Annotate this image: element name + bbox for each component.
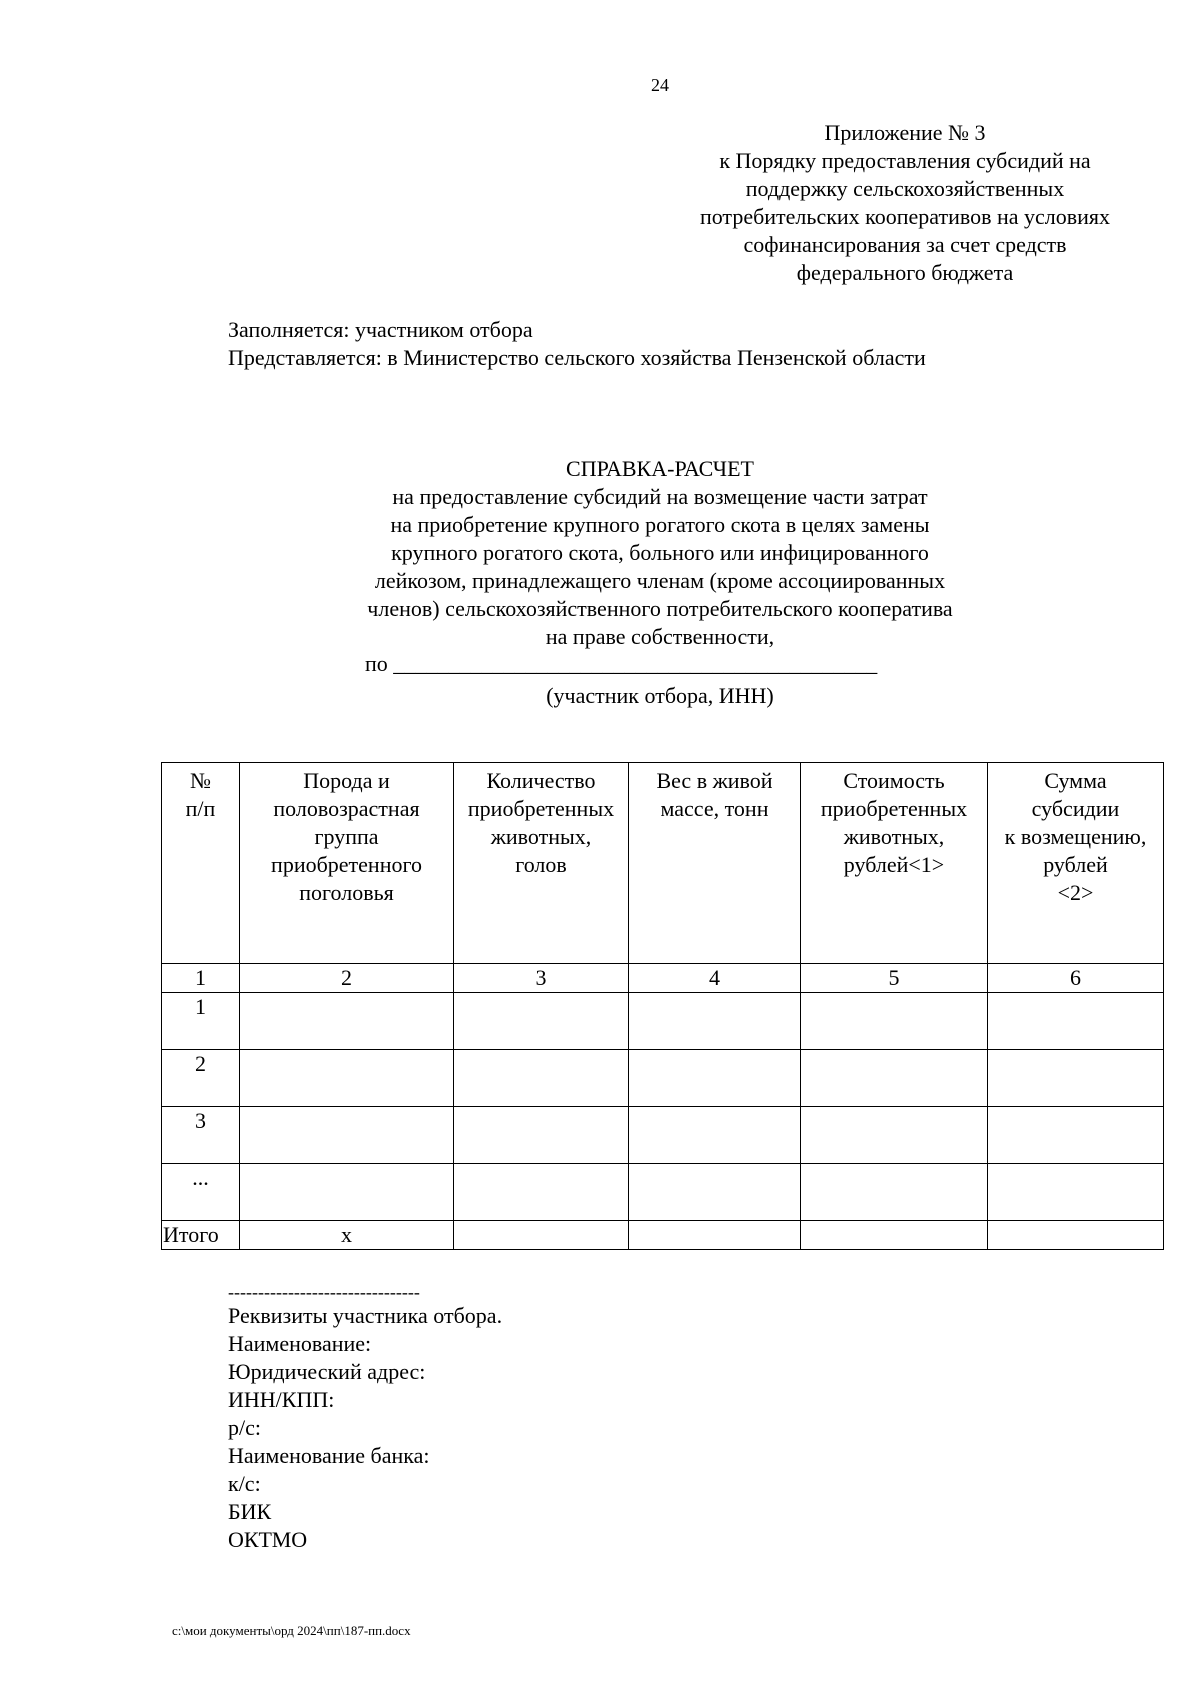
column-number: 3 — [454, 964, 629, 993]
header-cell-subsidy: Сумма субсидии к возмещению, рублей <2> — [988, 763, 1164, 964]
table-cell — [454, 1164, 629, 1221]
appendix-block — [660, 119, 1150, 287]
column-number: 6 — [988, 964, 1164, 993]
table-cell — [454, 1107, 629, 1164]
table-row — [162, 993, 1164, 1050]
table-cell — [629, 1164, 801, 1221]
submission-info — [228, 316, 926, 372]
table-cell — [629, 1221, 801, 1250]
table-cell: 3 — [162, 1107, 240, 1164]
appendix-line: софинансирования за счет средств — [743, 232, 1067, 257]
header-cell-cost: Стоимость приобретенных животных, рублей<1> — [801, 763, 988, 964]
page-number: 24 — [651, 75, 669, 95]
table-cell — [801, 1050, 988, 1107]
appendix-line: потребительских кооперативов на условиях — [699, 204, 1111, 229]
table-cell — [240, 1050, 454, 1107]
table-cell: 1 — [162, 993, 240, 1050]
table-cell — [629, 1050, 801, 1107]
requisite-line: р/с: — [228, 1415, 261, 1440]
filled-by-line: Заполняется: участником отбора — [228, 317, 533, 342]
column-number: 4 — [629, 964, 801, 993]
header-cell-number: № п/п — [162, 763, 240, 964]
header-cell-weight: Вес в живой массе, тонн — [629, 763, 801, 964]
table-cell — [988, 993, 1164, 1050]
table-cell — [801, 1221, 988, 1250]
requisites-block — [228, 1282, 502, 1554]
column-number: 1 — [162, 964, 240, 993]
table-row — [162, 1164, 1164, 1221]
table-cell — [454, 1221, 629, 1250]
table-cell — [240, 993, 454, 1050]
table-cell — [240, 1164, 454, 1221]
table-cell — [988, 1164, 1164, 1221]
title-line: на приобретение крупного рогатого скота в целях замены — [390, 512, 930, 537]
header-cell-breed: Порода и половозрастная группа приобретенного поголовья — [240, 763, 454, 964]
requisite-line: Наименование банка: — [228, 1443, 430, 1468]
table-cell — [988, 1107, 1164, 1164]
requisite-line: ИНН/КПП: — [228, 1387, 335, 1412]
title-line: на предоставление субсидий на возмещение части затрат — [392, 484, 928, 509]
requisite-line: Юридический адрес: — [228, 1359, 426, 1384]
requisite-line: Наименование: — [228, 1331, 372, 1356]
requisite-line: к/с: — [228, 1471, 261, 1496]
calculation-table — [161, 762, 1164, 1250]
table-cell — [801, 1107, 988, 1164]
table-row — [162, 1050, 1164, 1107]
table-cell — [988, 1221, 1164, 1250]
table-cell: х — [240, 1221, 454, 1250]
footnote-separator: -------------------------------- — [228, 1282, 420, 1302]
table-cell — [454, 1050, 629, 1107]
column-number-row — [162, 964, 1164, 993]
submitted-to-line: Представляется: в Министерство сельского хозяйства Пензенской области — [228, 345, 926, 370]
participant-line: по ____________________________________________ — [365, 651, 878, 676]
appendix-line: к Порядку предоставления субсидий на — [719, 148, 1091, 173]
column-number: 5 — [801, 964, 988, 993]
title-line: крупного рогатого скота, больного или инфицированного — [391, 540, 929, 565]
title-line: СПРАВКА-РАСЧЕТ — [566, 456, 754, 481]
table-cell — [988, 1050, 1164, 1107]
table-cell: 2 — [162, 1050, 240, 1107]
total-row — [162, 1221, 1164, 1250]
table-cell — [629, 993, 801, 1050]
file-path-footer: c:\мои документы\орд 2024\пп\187-пп.docx — [172, 1623, 411, 1638]
title-line: лейкозом, принадлежащего членам (кроме ассоциированных — [374, 568, 946, 593]
appendix-line: Приложение № 3 — [824, 120, 986, 145]
table-cell — [629, 1107, 801, 1164]
total-label: Итого — [162, 1221, 240, 1250]
table-cell — [454, 993, 629, 1050]
title-line: членов) сельскохозяйственного потребительского кооператива — [367, 596, 953, 621]
table-cell — [240, 1107, 454, 1164]
header-cell-quantity: Количество приобретенных животных, голов — [454, 763, 629, 964]
title-line: на праве собственности, — [545, 624, 775, 649]
column-number: 2 — [240, 964, 454, 993]
appendix-line: поддержку сельскохозяйственных — [745, 176, 1065, 201]
requisite-line: Реквизиты участника отбора. — [228, 1303, 503, 1328]
table-cell — [801, 1164, 988, 1221]
appendix-line: федерального бюджета — [796, 260, 1014, 285]
table-row — [162, 1107, 1164, 1164]
table-cell — [801, 993, 988, 1050]
participant-caption: (участник отбора, ИНН) — [546, 683, 774, 708]
requisite-line: ОКТМО — [228, 1527, 308, 1552]
document-title — [300, 455, 1020, 651]
table-cell: ... — [162, 1164, 240, 1221]
table-header-row — [162, 763, 1164, 964]
requisite-line: БИК — [228, 1499, 272, 1524]
